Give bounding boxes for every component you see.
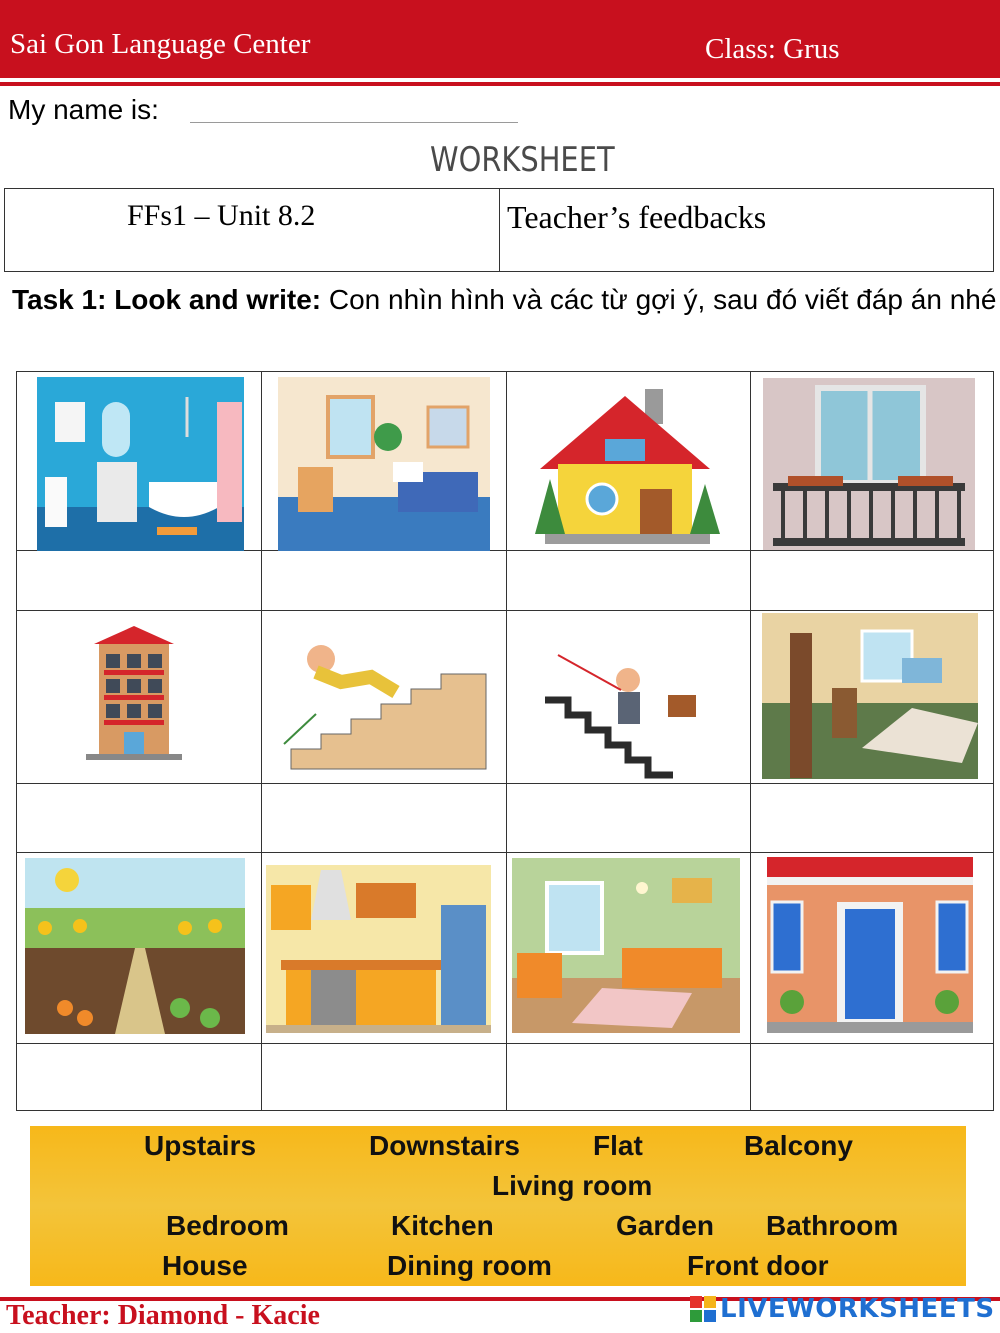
word-front-door: Front door: [687, 1250, 829, 1281]
flat-picture: [84, 624, 184, 762]
answer-box[interactable]: [17, 1044, 261, 1110]
word-garden: Garden: [616, 1210, 715, 1241]
answer-box[interactable]: [751, 551, 993, 610]
answer-box[interactable]: [507, 551, 750, 610]
answer-box[interactable]: [17, 784, 261, 852]
dining-room-illustration: [762, 613, 978, 779]
bedroom-illustration: [278, 377, 490, 551]
word-bank: [30, 1126, 966, 1286]
word-upstairs: Upstairs: [144, 1130, 257, 1161]
living-room-illustration: [512, 858, 740, 1033]
word-dining-room: Dining room: [387, 1250, 552, 1281]
downstairs-picture: [276, 634, 488, 774]
info-table: [4, 188, 994, 272]
task-label: Task 1: Look and write:: [12, 284, 322, 315]
worksheet-title: WORKSHEET: [430, 140, 615, 180]
upstairs-illustration: [543, 650, 703, 780]
answer-box[interactable]: [751, 1044, 993, 1110]
task-instruction: [12, 280, 997, 320]
house-picture: [520, 384, 730, 548]
house-illustration: [520, 384, 730, 548]
answer-box[interactable]: [262, 551, 506, 610]
word-balcony: Balcony: [744, 1130, 853, 1161]
grid-row-divider: [17, 610, 993, 611]
answer-box[interactable]: [751, 784, 993, 852]
front-door-picture: [767, 857, 973, 1033]
grid-col-divider: [261, 372, 262, 1110]
name-input-line[interactable]: [190, 122, 518, 123]
liveworksheets-brand: [690, 1294, 995, 1324]
answer-box[interactable]: [262, 1044, 506, 1110]
word-bathroom: Bathroom: [766, 1210, 899, 1241]
header-divider: [0, 82, 1000, 86]
bathroom-picture: [37, 377, 244, 551]
class-label: Class: Grus: [705, 33, 840, 65]
word-house: House: [162, 1250, 248, 1281]
bedroom-picture: [278, 377, 490, 551]
bathroom-illustration: [37, 377, 244, 551]
kitchen-illustration: [266, 865, 491, 1033]
garden-illustration: [25, 858, 245, 1034]
answer-box[interactable]: [507, 1044, 750, 1110]
kitchen-picture: [266, 865, 491, 1033]
grid-col-divider: [750, 372, 751, 1110]
front-door-illustration: [767, 857, 973, 1033]
word-kitchen: Kitchen: [391, 1210, 494, 1241]
unit-label: FFs1 – Unit 8.2: [127, 199, 316, 232]
answer-box[interactable]: [507, 784, 750, 852]
teacher-credit: Teacher: Diamond - Kacie: [6, 1300, 320, 1331]
name-prompt: My name is:: [8, 94, 159, 125]
word-downstairs: Downstairs: [369, 1130, 520, 1161]
liveworksheets-logo-icon: [690, 1296, 716, 1322]
upstairs-picture: [543, 650, 703, 780]
dining-room-picture: [762, 613, 978, 779]
header-bar: [0, 0, 1000, 78]
answer-box[interactable]: [262, 784, 506, 852]
brand-name: LIVEWORKSHEETS: [720, 1294, 995, 1324]
word-bedroom: Bedroom: [166, 1210, 289, 1241]
garden-picture: [25, 858, 245, 1034]
downstairs-illustration: [276, 634, 488, 774]
flat-illustration: [84, 624, 184, 762]
task-text: Con nhìn hình và các từ gợi ý, sau đó viết đáp án nhé: [328, 284, 997, 315]
answer-box[interactable]: [17, 551, 261, 610]
feedback-label: Teacher’s feedbacks: [507, 199, 767, 235]
school-name: Sai Gon Language Center: [10, 28, 311, 60]
living-room-picture: [512, 858, 740, 1033]
balcony-picture: [763, 378, 975, 550]
word-living-room: Living room: [492, 1170, 653, 1201]
word-flat: Flat: [593, 1130, 643, 1161]
grid-row-divider: [17, 852, 993, 853]
balcony-illustration: [763, 378, 975, 550]
grid-col-divider: [506, 372, 507, 1110]
